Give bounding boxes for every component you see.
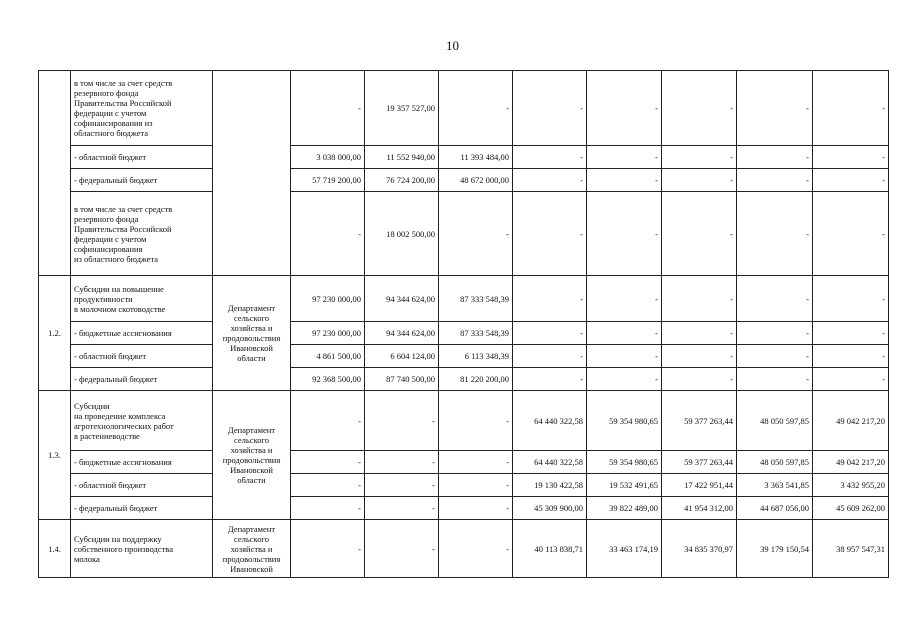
value-cell: -: [737, 71, 813, 146]
value-cell: 97 230 000,00: [291, 276, 365, 322]
table-row: [39, 451, 889, 474]
value-cell: -: [587, 71, 662, 146]
description-line: Субсидии: [74, 400, 110, 411]
description-line: - федеральный бюджет: [74, 503, 158, 513]
value-cell: -: [291, 391, 365, 451]
value-cell: 97 230 000,00: [291, 322, 365, 345]
description-line: из областного бюджета: [74, 253, 159, 264]
value-cell: -: [439, 192, 513, 276]
value-cell: 44 687 056,00: [737, 497, 813, 520]
executor-line: Департамент: [227, 425, 276, 435]
value-cell: -: [587, 146, 662, 169]
value-cell: 4 861 500,00: [291, 345, 365, 368]
value-cell: 92 368 500,00: [291, 368, 365, 391]
executor-line: области: [237, 475, 266, 485]
value-cell: 48 672 000,00: [439, 169, 513, 192]
table-row: [39, 276, 889, 322]
executor-line: Департамент: [227, 523, 276, 534]
description-cell: [71, 391, 213, 451]
value-cell: -: [513, 146, 587, 169]
value-cell: -: [587, 322, 662, 345]
value-cell: -: [813, 368, 889, 391]
value-cell: -: [813, 322, 889, 345]
value-cell: -: [365, 474, 439, 497]
description-line: резервного фонда: [74, 213, 139, 224]
description-line: на проведение комплекса: [74, 410, 166, 421]
value-cell: 94 344 624,00: [365, 276, 439, 322]
executor-line: сельского: [233, 435, 269, 445]
value-cell: 3 038 000,00: [291, 146, 365, 169]
description-line: - областной бюджет: [74, 480, 147, 490]
value-cell: -: [737, 192, 813, 276]
value-cell: -: [587, 276, 662, 322]
description-line: резервного фонда: [74, 88, 139, 98]
table-row: [39, 345, 889, 368]
value-cell: -: [439, 520, 513, 578]
value-cell: 59 354 980,65: [587, 391, 662, 451]
value-cell: 57 719 200,00: [291, 169, 365, 192]
description-line: агротехнологических работ: [74, 420, 174, 431]
description-cell: [71, 192, 213, 276]
table-row: [39, 146, 889, 169]
value-cell: -: [513, 276, 587, 322]
value-cell: -: [439, 391, 513, 451]
value-cell: -: [737, 322, 813, 345]
description-line: федерации с учетом: [74, 233, 147, 244]
value-cell: -: [365, 520, 439, 578]
value-cell: -: [513, 322, 587, 345]
table-row: [39, 368, 889, 391]
value-cell: -: [513, 345, 587, 368]
value-cell: -: [513, 368, 587, 391]
value-cell: -: [813, 345, 889, 368]
table-row: [39, 71, 889, 146]
table-row: [39, 322, 889, 345]
executor-cell: [213, 276, 291, 391]
value-cell: -: [513, 169, 587, 192]
executor-line: Ивановской: [230, 343, 273, 353]
value-cell: -: [439, 474, 513, 497]
value-cell: -: [737, 169, 813, 192]
value-cell: -: [365, 391, 439, 451]
value-cell: 48 050 597,85: [737, 391, 813, 451]
executor-line: хозяйства и: [230, 543, 273, 554]
value-cell: -: [439, 451, 513, 474]
value-cell: -: [291, 71, 365, 146]
description-line: - областной бюджет: [74, 351, 147, 361]
value-cell: 6 113 348,39: [439, 345, 513, 368]
value-cell: -: [291, 192, 365, 276]
value-cell: 76 724 200,00: [365, 169, 439, 192]
value-cell: 45 309 900,00: [513, 497, 587, 520]
value-cell: -: [291, 497, 365, 520]
table-row: [39, 474, 889, 497]
value-cell: 48 050 597,85: [737, 451, 813, 474]
value-cell: 18 002 500,00: [365, 192, 439, 276]
value-cell: -: [813, 146, 889, 169]
description-line: софинансирования из: [74, 118, 153, 128]
description-cell: [71, 71, 213, 146]
value-cell: -: [813, 276, 889, 322]
description-line: Правительства Российской: [74, 98, 172, 108]
executor-line: хозяйства и: [230, 445, 273, 455]
value-cell: 38 957 547,31: [813, 520, 889, 578]
description-line: - федеральный бюджет: [74, 374, 158, 384]
value-cell: 39 822 489,00: [587, 497, 662, 520]
value-cell: 11 552 940,00: [365, 146, 439, 169]
description-line: федерации с учетом: [74, 108, 147, 118]
value-cell: -: [513, 71, 587, 146]
row-number-cell: [39, 71, 71, 276]
description-cell: [71, 146, 213, 169]
executor-line: хозяйства и: [230, 323, 273, 333]
description-cell: [71, 520, 213, 578]
table-row: [39, 497, 889, 520]
value-cell: 11 393 484,00: [439, 146, 513, 169]
value-cell: 6 604 124,00: [365, 345, 439, 368]
table-body: [39, 71, 889, 578]
value-cell: 34 835 370,97: [662, 520, 737, 578]
value-cell: -: [662, 345, 737, 368]
description-line: - бюджетные ассигнования: [74, 328, 172, 338]
description-cell: [71, 322, 213, 345]
description-line: Правительства Российской: [74, 223, 172, 234]
executor-cell: [213, 71, 291, 276]
value-cell: 40 113 838,71: [513, 520, 587, 578]
executor-line: Ивановской: [230, 465, 273, 475]
value-cell: -: [662, 368, 737, 391]
executor-cell: [213, 391, 291, 520]
value-cell: 33 463 174,19: [587, 520, 662, 578]
value-cell: 59 354 980,65: [587, 451, 662, 474]
value-cell: -: [587, 169, 662, 192]
section-number-cell: 1.4.: [39, 520, 71, 578]
value-cell: 87 333 548,39: [439, 322, 513, 345]
table-row: [39, 391, 889, 451]
value-cell: -: [662, 192, 737, 276]
value-cell: 3 432 955,20: [813, 474, 889, 497]
value-cell: -: [737, 276, 813, 322]
description-cell: [71, 276, 213, 322]
executor-line: области: [237, 353, 266, 363]
value-cell: -: [587, 345, 662, 368]
value-cell: -: [291, 451, 365, 474]
value-cell: -: [587, 368, 662, 391]
section-number-cell: 1.2.: [39, 276, 71, 391]
value-cell: 87 333 548,39: [439, 276, 513, 322]
description-line: - областной бюджет: [74, 152, 147, 162]
value-cell: 19 357 527,00: [365, 71, 439, 146]
value-cell: -: [513, 192, 587, 276]
value-cell: -: [662, 322, 737, 345]
value-cell: 64 440 322,58: [513, 391, 587, 451]
value-cell: 94 344 624,00: [365, 322, 439, 345]
value-cell: -: [662, 71, 737, 146]
value-cell: -: [813, 192, 889, 276]
value-cell: -: [291, 474, 365, 497]
value-cell: 81 220 200,00: [439, 368, 513, 391]
value-cell: -: [662, 276, 737, 322]
value-cell: -: [813, 71, 889, 146]
description-line: в растениеводстве: [74, 430, 140, 441]
executor-line: продовольствия: [222, 333, 281, 343]
description-cell: [71, 169, 213, 192]
description-line: Субсидии на поддержку: [74, 533, 162, 544]
value-cell: -: [365, 497, 439, 520]
table-row: [39, 520, 889, 578]
description-line: в молочном скотоводстве: [74, 303, 166, 314]
description-line: в том числе за счет средств: [74, 78, 173, 88]
description-line: софинансирования: [74, 243, 143, 254]
value-cell: -: [439, 497, 513, 520]
value-cell: 49 042 217,20: [813, 451, 889, 474]
value-cell: -: [662, 169, 737, 192]
value-cell: -: [291, 520, 365, 578]
executor-line: продовольствия: [222, 455, 281, 465]
section-number-cell: 1.3.: [39, 391, 71, 520]
value-cell: 39 179 150,54: [737, 520, 813, 578]
value-cell: -: [662, 146, 737, 169]
description-line: продуктивности: [74, 293, 133, 304]
value-cell: -: [737, 368, 813, 391]
value-cell: 59 377 263,44: [662, 391, 737, 451]
description-line: в том числе за счет средств: [74, 203, 173, 214]
description-line: - бюджетные ассигнования: [74, 457, 172, 467]
page-number: 10: [446, 38, 459, 53]
description-cell: [71, 368, 213, 391]
value-cell: 19 532 491,65: [587, 474, 662, 497]
description-line: собственного производства: [74, 543, 173, 554]
value-cell: 87 740 500,00: [365, 368, 439, 391]
value-cell: 17 422 951,44: [662, 474, 737, 497]
value-cell: -: [737, 146, 813, 169]
value-cell: 64 440 322,58: [513, 451, 587, 474]
description-cell: [71, 451, 213, 474]
executor-line: продовольствия: [222, 553, 281, 564]
value-cell: 45 609 262,00: [813, 497, 889, 520]
executor-line: Ивановской: [230, 563, 273, 574]
description-cell: [71, 345, 213, 368]
value-cell: 49 042 217,20: [813, 391, 889, 451]
description-cell: [71, 474, 213, 497]
executor-line: сельского: [233, 313, 269, 323]
description-line: молока: [74, 553, 100, 564]
executor-line: сельского: [233, 533, 269, 544]
value-cell: -: [439, 71, 513, 146]
value-cell: 3 363 541,85: [737, 474, 813, 497]
value-cell: 59 377 263,44: [662, 451, 737, 474]
table-row: [39, 169, 889, 192]
description-line: областного бюджета: [74, 128, 149, 138]
description-line: Субсидии на повышение: [74, 283, 164, 294]
budget-table: [38, 70, 889, 578]
value-cell: -: [813, 169, 889, 192]
value-cell: -: [587, 192, 662, 276]
executor-line: Департамент: [227, 303, 276, 313]
value-cell: -: [365, 451, 439, 474]
value-cell: -: [737, 345, 813, 368]
description-line: - федеральный бюджет: [74, 175, 158, 185]
value-cell: 19 130 422,58: [513, 474, 587, 497]
executor-cell: [213, 520, 291, 578]
value-cell: 41 954 312,00: [662, 497, 737, 520]
description-cell: [71, 497, 213, 520]
table-row: [39, 192, 889, 276]
